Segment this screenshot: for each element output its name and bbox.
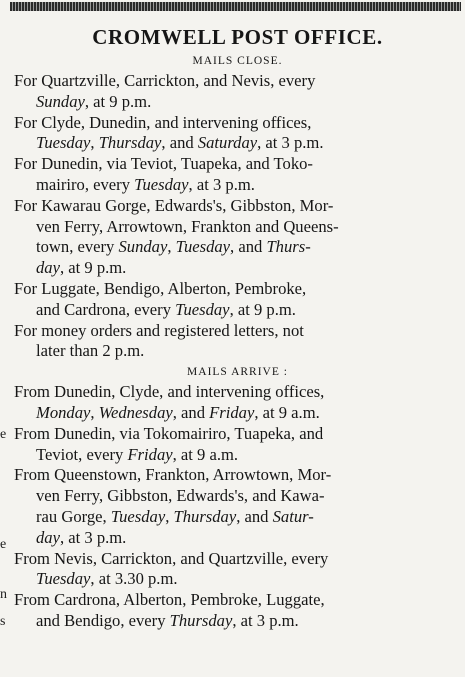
- weekday: Tuesday: [175, 299, 230, 319]
- weekday: Satur-: [272, 506, 314, 526]
- mails-close-heading: MAILS CLOSE.: [192, 55, 283, 67]
- schedule-line: town, every Sunday, Tuesday, and Thurs-: [36, 237, 311, 257]
- weekday: Thursday: [173, 506, 237, 526]
- schedule-line: Tuesday, Thursday, and Saturday, at 3 p.m.: [36, 133, 324, 153]
- schedule-line: For Dunedin, via Teviot, Tuapeka, and Toko-: [14, 154, 313, 174]
- schedule-entry: [14, 549, 461, 591]
- schedule-line: For Quartzville, Carrickton, and Nevis, every: [14, 71, 316, 90]
- schedule-line: From Nevis, Carrickton, and Quartzville, every: [14, 548, 329, 568]
- edge-fragment: e: [0, 537, 7, 552]
- schedule-entry: [14, 590, 461, 632]
- weekday: Sunday: [36, 91, 85, 111]
- adjacent-column-edge: [0, 18, 9, 677]
- schedule-entry: [14, 71, 461, 113]
- schedule-entry: [14, 113, 461, 155]
- weekday: day: [36, 258, 60, 278]
- schedule-entry: [14, 424, 461, 466]
- schedule-line: For money orders and registered letters, not: [14, 320, 304, 340]
- schedule-line: From Cardrona, Alberton, Pembroke, Luggate,: [14, 590, 325, 610]
- schedule-line: rau Gorge, Tuesday, Thursday, and Satur-: [36, 506, 314, 526]
- schedule-line: ven Ferry, Gibbston, Edwards's, and Kawa-: [36, 486, 325, 506]
- weekday: Thursday: [98, 133, 162, 153]
- weekday: Tuesday: [134, 174, 189, 194]
- weekday: Monday: [36, 402, 91, 422]
- schedule-entry: [14, 382, 461, 424]
- schedule-line: mairiro, every Tuesday, at 3 p.m.: [36, 174, 255, 194]
- schedule-line: For Kawarau Gorge, Edwards's, Gibbston, Mor-: [14, 195, 334, 215]
- schedule-line: day, at 9 p.m.: [36, 258, 127, 278]
- schedule-line: Sunday, at 9 p.m.: [36, 91, 152, 111]
- edge-fragment: n: [0, 587, 7, 602]
- schedule-line: Tuesday, at 3.30 p.m.: [36, 569, 178, 589]
- weekday: Saturday: [197, 133, 258, 153]
- schedule-line: From Dunedin, via Tokomairiro, Tuapeka, and: [14, 423, 324, 443]
- weekday: Thursday: [169, 610, 233, 630]
- top-column-rule: [10, 2, 461, 11]
- weekday: Wednesday: [98, 402, 173, 422]
- schedule-line: Monday, Wednesday, and Friday, at 9 a.m.: [36, 402, 320, 422]
- notice-title: CROMWELL POST OFFICE.: [92, 25, 383, 49]
- mails-arrive-list: [14, 382, 461, 632]
- weekday: day: [36, 527, 60, 547]
- weekday: Friday: [209, 402, 255, 422]
- schedule-line: For Clyde, Dunedin, and intervening offices,: [14, 112, 312, 132]
- edge-fragment: e: [0, 427, 7, 442]
- post-office-notice: [14, 24, 461, 632]
- schedule-line: From Queenstown, Frankton, Arrowtown, Mor-: [14, 465, 332, 485]
- weekday: Friday: [127, 444, 173, 464]
- schedule-line: and Bendigo, every Thursday, at 3 p.m.: [36, 610, 299, 630]
- schedule-entry: [14, 154, 461, 196]
- schedule-line: From Dunedin, Clyde, and intervening offices,: [14, 382, 325, 402]
- mails-arrive-heading: MAILS ARRIVE :: [187, 366, 288, 379]
- schedule-entry: [14, 321, 461, 363]
- schedule-entry: [14, 465, 461, 548]
- schedule-line: day, at 3 p.m.: [36, 527, 127, 547]
- weekday: Tuesday: [175, 237, 231, 257]
- weekday: Tuesday: [36, 133, 91, 153]
- schedule-line: later than 2 p.m.: [36, 341, 145, 361]
- schedule-line: Teviot, every Friday, at 9 a.m.: [36, 444, 239, 464]
- weekday: Tuesday: [36, 569, 91, 589]
- schedule-line: For Luggate, Bendigo, Alberton, Pembroke,: [14, 278, 307, 298]
- schedule-entry: [14, 279, 461, 321]
- edge-fragment: s: [0, 614, 6, 629]
- schedule-line: ven Ferry, Arrowtown, Frankton and Queens-: [36, 216, 339, 236]
- schedule-entry: [14, 196, 461, 279]
- weekday: Thurs-: [266, 237, 311, 257]
- mails-close-list: [14, 71, 461, 362]
- weekday: Sunday: [118, 237, 168, 257]
- weekday: Tuesday: [110, 506, 166, 526]
- schedule-line: and Cardrona, every Tuesday, at 9 p.m.: [36, 299, 296, 319]
